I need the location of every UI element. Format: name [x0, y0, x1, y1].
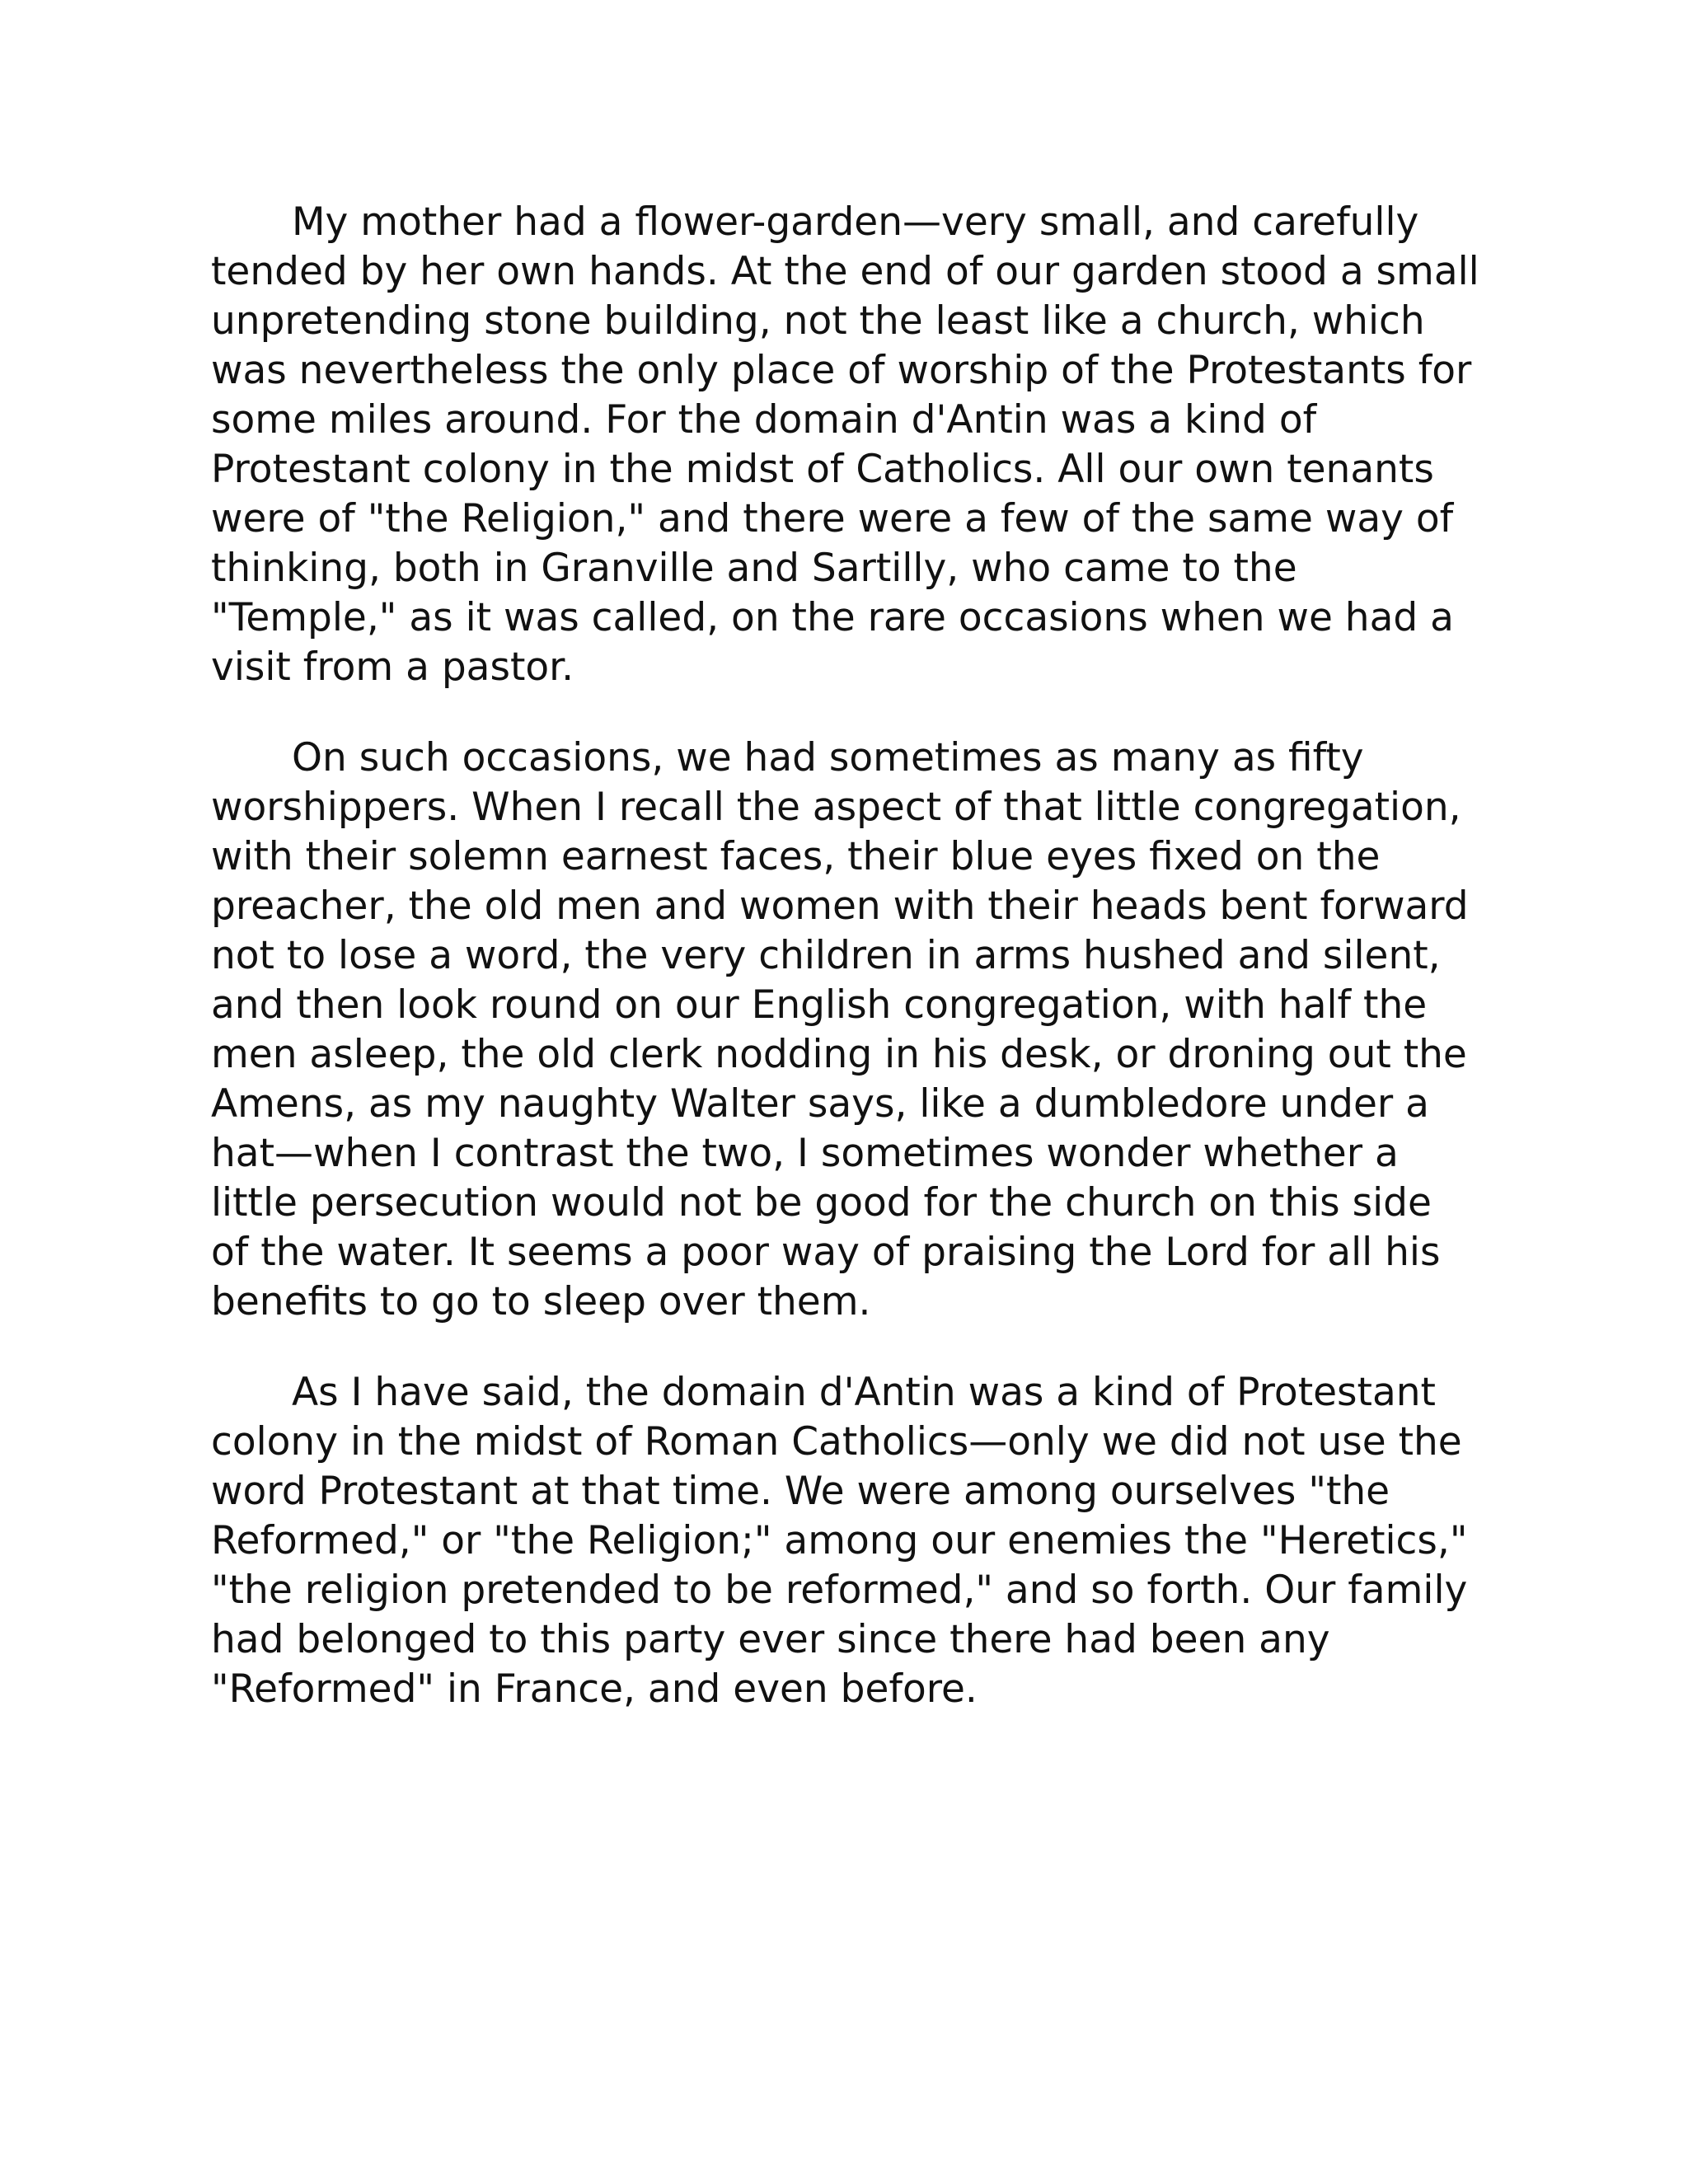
body-text [211, 198, 1480, 1755]
paragraph-3: As I have said, the domain d'Antin was a kind of Protestant colony in the midst of Roman Catholics—only we did not use the word Protestant at that time. We were among ourselves "the Reformed," or "the Religion;" among our enemies the "Heretics," "the religion pretended to be reformed," and so forth. Our family had belonged to this party ever since there had been any "Reformed" in France, and even before. [211, 1370, 1468, 1712]
paragraph-2: On such occasions, we had sometimes as many as fifty worshippers. When I recall the aspect of that little congregation, with their solemn earnest faces, their blue eyes fixed on the preacher, the old men and women with their heads bent forward not to lose a word, the very children in arms hushed and silent, and then look round on our English congregation, with half the men asleep, the old clerk nodding in his desk, or droning out the Amens, as my naughty Walter says, like a dumbledore under a hat—when I contrast the two, I sometimes wonder whether a little persecution would not be good for the church on this side of the water. It seems a poor way of praising the Lord for all his benefits to go to sleep over them. [211, 735, 1469, 1324]
paragraph-1: My mother had a flower-garden—very small, and carefully tended by her own hands. At the end of our garden stood a small unpretending stone building, not the least like a church, which was nevertheless the only place of worship of the Protestants for some miles around. For the domain d'Antin was a kind of Protestant colony in the midst of Catholics. All our own tenants were of "the Religion," and there were a few of the same way of thinking, both in Granville and Sartilly, who came to the "Temple," as it was called, on the rare occasions when we had a visit from a pastor. [211, 199, 1479, 690]
